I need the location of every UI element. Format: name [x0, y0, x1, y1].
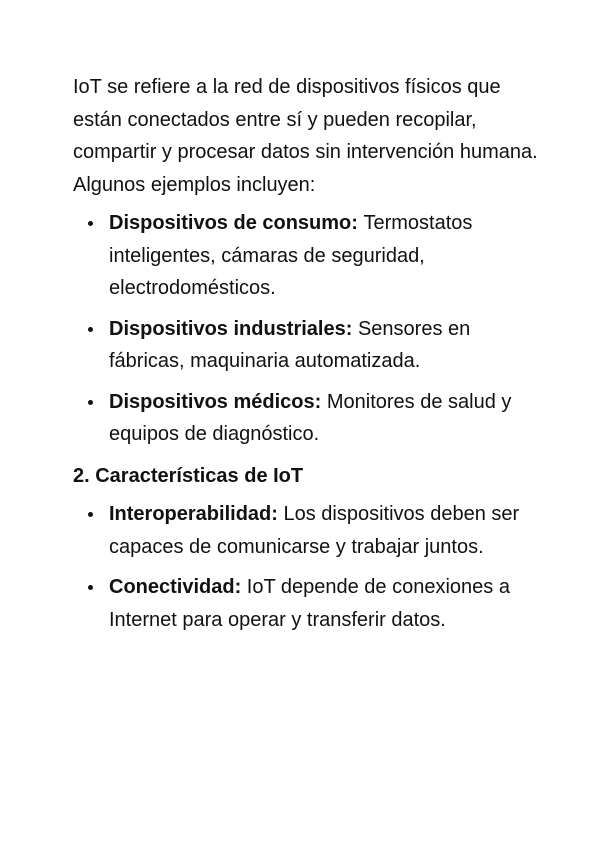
- list-item: [73, 571, 543, 636]
- item-text: Sensores en fábricas, maquinaria automatizada.: [109, 317, 471, 372]
- item-term: Dispositivos de consumo:: [109, 212, 364, 234]
- list-item: [73, 313, 543, 378]
- section-heading: 2. Características de IoT: [73, 464, 304, 487]
- document-page: [73, 71, 543, 636]
- item-term: Interoperabilidad:: [109, 503, 284, 525]
- bullet-icon: [88, 585, 93, 590]
- examples-list: [73, 207, 543, 451]
- item-term: Dispositivos industriales:: [109, 317, 358, 340]
- bullet-icon: [88, 327, 93, 332]
- item-term: Dispositivos médicos:: [109, 390, 327, 413]
- list-item: [73, 207, 543, 305]
- characteristics-list: [73, 498, 543, 636]
- item-text: Los dispositivos deben ser capaces de comunicarse y trabajar juntos.: [109, 503, 520, 558]
- item-term: Conectividad:: [109, 576, 247, 598]
- item-text: IoT depende de conexiones a Internet para operar y transferir datos.: [109, 576, 510, 631]
- intro-paragraph: IoT se refiere a la red de dispositivos físicos que están conectados entre sí y pueden recopilar, compartir y procesar datos sin intervención humana. Algunos ejemplos incluyen:: [73, 76, 538, 196]
- bullet-icon: [88, 400, 93, 405]
- list-item: [73, 498, 543, 563]
- bullet-icon: [88, 512, 93, 517]
- item-text: Termostatos inteligentes, cámaras de seguridad, electrodomésticos.: [109, 212, 473, 299]
- bullet-icon: [88, 221, 93, 226]
- list-item: [73, 386, 543, 451]
- item-text: Monitores de salud y equipos de diagnóstico.: [109, 390, 512, 445]
